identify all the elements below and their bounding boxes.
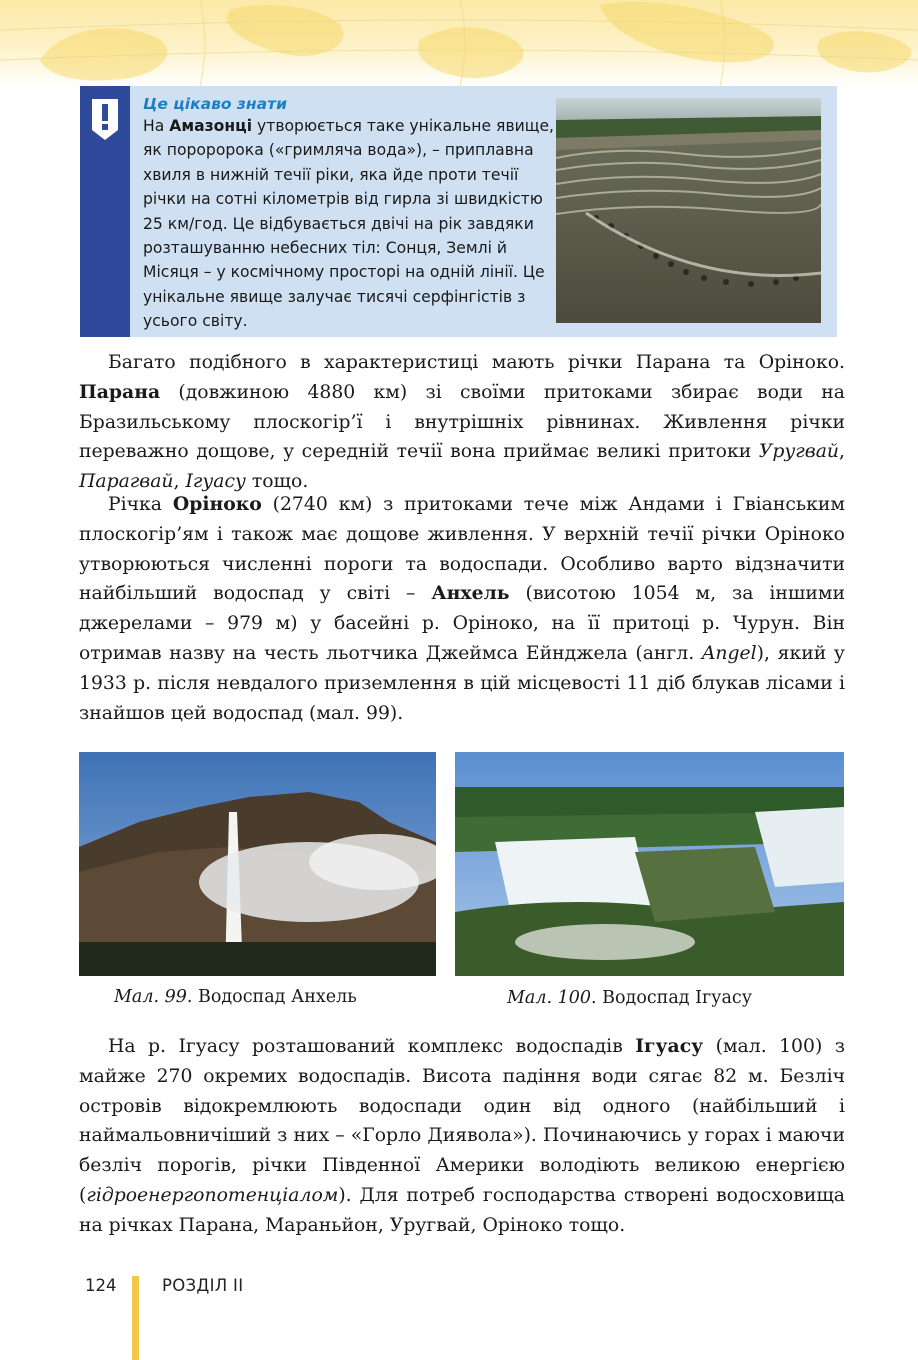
term-angel: Анхель <box>431 582 510 605</box>
term-iguazu: Ігуасу <box>635 1035 704 1057</box>
caption-99: Мал. 99. Водоспад Анхель <box>114 987 357 1007</box>
world-map-decoration <box>0 0 918 86</box>
info-body <box>143 114 555 334</box>
pororoca-photo <box>556 98 821 323</box>
caption-100: Мал. 100. Водоспад Ігуасу <box>507 988 753 1008</box>
iguazu-falls-photo <box>455 752 844 976</box>
top-map-band <box>0 0 918 86</box>
info-body-rest: утворюється таке унікальне явище, як пороророка («гримляча вода»), – приплавна хвиля в нижній течії ріки, яка йде проти течії річки на сотні кілометрів від гирла зі швидкістю 25 км/год. Це відбувається двічі на рік завдяки розташуванню небесних тіл: Сонця, Землі й Місяця – у космічному просторі на одній лінії. Це унікальне явище залучає тисячі серфінгістів з усього світу. <box>143 117 555 331</box>
info-body-bold: Амазонці <box>169 117 253 135</box>
term-orinoco: Оріноко <box>172 493 262 515</box>
exclamation-icon <box>89 96 121 142</box>
section-label: РОЗДІЛ II <box>162 1276 244 1295</box>
page-number: 124 <box>85 1276 117 1295</box>
term-parana: Парана <box>79 380 161 403</box>
info-body-start: На <box>143 117 170 135</box>
paragraph-parana: Багато подібного в характеристиці мають річки Парана та Оріноко. Парана (довжиною 4880 км) зі своїми притоками збирає води на Бразильському плоскогір’ї і внутрішніх рівнинах. Живлення річки переважно дощове, у середній течії вона приймає великі притоки Уругвай, Парагвай, Ігуасу тощо. <box>79 352 845 493</box>
paragraph-iguazu: На р. Ігуасу розташований комплекс водоспадів Ігуасу (мал. 100) з майже 270 окремих водоспадів. Висота падіння води сягає 82 м. Безліч островів відокремлюють водоспади один від одного (найбільший і наймальовничіший з них – «Горло Диявола»). Починаючись у горах і маючи безліч порогів, річки Південної Америки володіють великою енергією (гідроенергопотенціалом). Для потреб господарства створені водосховища на річках Парана, Мараньйон, Уругвай, Оріноко тощо. <box>79 1035 845 1236</box>
info-title: Це цікаво знати <box>143 95 287 113</box>
angel-falls-photo <box>79 752 436 976</box>
info-text <box>143 94 555 334</box>
paragraph-orinoco: Річка Оріноко (2740 км) з притоками тече між Андами і Гвіанським плоскогір’ям і також має дощове живлення. У верхній течії річки Оріноко утворюються численні пороги та водоспади. Особливо варто відзначити найбільший водоспад у світі – Анхель (висотою 1054 м, за іншими джерелами – 979 м) у басейні р. Оріноко, на її притоці р. Чурун. Він отримав назву на честь льотчика Джеймса Ейнджела (англ. Angel), який у 1933 р. після невдалого приземлення в цій місцевості 11 діб блукав лісами і знайшов цей водоспад (мал. 99). <box>79 493 845 724</box>
footer-divider <box>132 1276 139 1360</box>
info-strip <box>80 86 130 337</box>
